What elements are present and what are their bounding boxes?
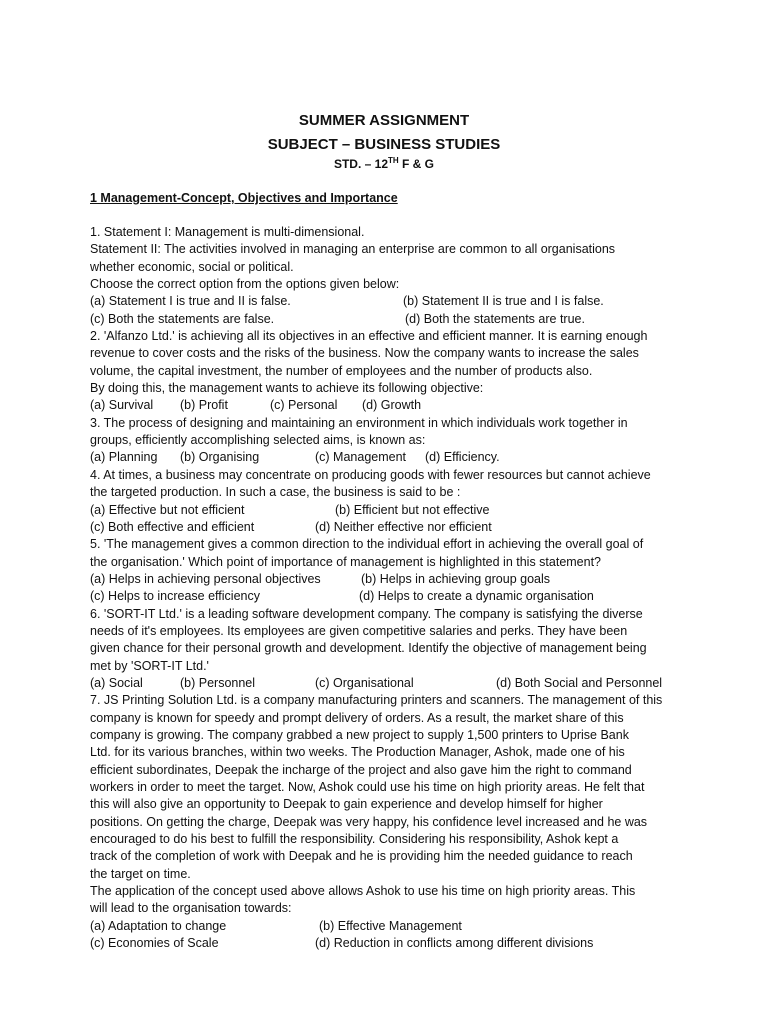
option-text: (c) Both the statements are false. xyxy=(90,311,275,326)
text-line xyxy=(90,710,690,727)
option-row xyxy=(90,571,690,588)
line-text: groups, efficiently accomplishing selected aims, is known as: xyxy=(90,433,426,448)
line-text: track of the completion of work with Deepak and he is providing him the needed guidance to reach xyxy=(90,849,633,864)
option-row xyxy=(90,397,690,414)
text-line xyxy=(90,432,690,449)
option-row xyxy=(90,293,690,310)
text-line xyxy=(90,259,690,276)
text-line xyxy=(90,727,690,744)
option-text: (a) Survival xyxy=(90,398,154,413)
option-text: (c) Both effective and efficient xyxy=(90,519,255,534)
standard-suffix: F & G xyxy=(398,157,435,171)
line-text: 1. Statement I: Management is multi-dimensional. xyxy=(90,225,365,239)
option-text: (b) Efficient but not effective xyxy=(335,502,490,517)
option-row xyxy=(90,588,690,605)
option-text: (b) Effective Management xyxy=(319,918,462,933)
option-text: (d) Both Social and Personnel xyxy=(496,675,663,690)
option-text: (a) Helps in achieving personal objectives xyxy=(90,571,321,586)
text-line xyxy=(90,623,690,640)
text-line xyxy=(90,380,690,397)
option-text: (a) Adaptation to change xyxy=(90,918,227,933)
text-line xyxy=(90,536,690,553)
text-line xyxy=(90,415,690,432)
line-text: whether economic, social or political. xyxy=(90,259,294,274)
standard-line xyxy=(0,156,768,171)
text-line xyxy=(90,467,690,484)
option-text: (b) Statement II is true and I is false. xyxy=(403,294,604,309)
line-text: encouraged to do his best to fulfill the responsibility. Considering his responsibility, Ashok kept a xyxy=(90,832,619,847)
option-text: (b) Personnel xyxy=(180,675,256,690)
option-text: (a) Statement I is true and II is false. xyxy=(90,294,291,309)
line-text: met by 'SORT-IT Ltd.' xyxy=(90,658,209,673)
line-text: 6. 'SORT-IT Ltd.' is a leading software development company. The company is satisfying the diverse xyxy=(90,606,643,621)
line-text: needs of it's employees. Its employees are given competitive salaries and perks. They have been xyxy=(90,623,628,638)
text-line xyxy=(90,484,690,501)
option-text: (a) Social xyxy=(90,675,143,690)
text-line xyxy=(90,241,690,258)
line-text: the organisation.' Which point of importance of management is highlighted in this statement? xyxy=(90,554,602,569)
text-line xyxy=(90,900,690,917)
option-text: (a) Planning xyxy=(90,450,158,465)
option-row xyxy=(90,449,690,466)
option-text: (d) Growth xyxy=(362,398,422,413)
section-title: 1 Management-Concept, Objectives and Importance xyxy=(90,191,398,205)
option-row xyxy=(90,935,690,952)
text-line xyxy=(90,883,690,900)
line-text: workers in order to meet the target. Now, Ashok could use his time on high priority areas. He felt that xyxy=(90,780,645,794)
standard-superscript: TH xyxy=(388,156,399,165)
option-text: (d) Neither effective nor efficient xyxy=(315,519,492,534)
text-line xyxy=(90,345,690,362)
text-line xyxy=(90,276,690,293)
text-line xyxy=(90,640,690,657)
text-line xyxy=(90,814,690,831)
line-text: 2. 'Alfanzo Ltd.' is achieving all its objectives in an effective and efficient manner. It is earning enough xyxy=(90,329,648,344)
line-text: 3. The process of designing and maintaining an environment in which individuals work together in xyxy=(90,415,628,430)
line-text: efficient subordinates, Deepak the incharge of the project and also gave him the right to command xyxy=(90,762,632,777)
line-text: 7. JS Printing Solution Ltd. is a company manufacturing printers and scanners. The management of this xyxy=(90,693,663,708)
line-text: company is growing. The company grabbed a new project to supply 1,500 printers to Uprise Bank xyxy=(90,727,629,742)
option-row xyxy=(90,675,690,692)
text-line xyxy=(90,744,690,761)
option-row xyxy=(90,519,690,536)
option-row xyxy=(90,502,690,519)
option-text: (d) Efficiency. xyxy=(425,450,500,465)
line-text: The application of the concept used above allows Ashok to use his time on high priority areas. This xyxy=(90,884,636,899)
line-text: 5. 'The management gives a common direction to the individual effort in achieving the overall goal of xyxy=(90,537,644,552)
option-text: (b) Organising xyxy=(180,450,260,465)
line-text: Choose the correct option from the options given below: xyxy=(90,277,400,292)
line-text: company is known for speedy and prompt delivery of orders. As a result, the market share of this xyxy=(90,710,624,725)
text-line xyxy=(90,779,690,796)
text-line xyxy=(90,692,690,709)
line-text: will lead to the organisation towards: xyxy=(90,901,292,916)
line-text: positions. On getting the charge, Deepak was very happy, his confidence level increased and he was xyxy=(90,814,648,829)
text-line xyxy=(90,762,690,779)
line-text: By doing this, the management wants to achieve its following objective: xyxy=(90,381,484,396)
option-text: (a) Effective but not efficient xyxy=(90,502,245,517)
text-line xyxy=(90,224,690,241)
option-text: (c) Management xyxy=(315,450,407,465)
subject-title: SUBJECT – BUSINESS STUDIES xyxy=(267,136,501,153)
line-text: given chance for their personal growth and development. Identify the objective of management being xyxy=(90,641,647,656)
text-line xyxy=(90,658,690,675)
option-text: (d) Reduction in conflicts among different divisions xyxy=(315,936,594,951)
text-line xyxy=(90,554,690,571)
text-line xyxy=(90,606,690,623)
option-text: (d) Helps to create a dynamic organisation xyxy=(359,589,594,604)
option-text: (d) Both the statements are true. xyxy=(405,311,585,326)
text-line xyxy=(90,796,690,813)
option-text: (c) Helps to increase efficiency xyxy=(90,589,260,604)
line-text: volume, the capital investment, the number of employees and the number of products also. xyxy=(90,363,593,378)
standard-prefix: STD. – 12 xyxy=(333,157,388,171)
option-text: (c) Economies of Scale xyxy=(90,936,219,951)
line-text: the target on time. xyxy=(90,866,191,881)
question-body xyxy=(90,224,690,952)
line-text: Ltd. for its various branches, within two weeks. The Production Manager, Ashok, made one of his xyxy=(90,745,625,760)
option-text: (b) Profit xyxy=(180,398,228,413)
text-line xyxy=(90,363,690,380)
text-line xyxy=(90,831,690,848)
text-line xyxy=(90,848,690,865)
option-text: (c) Personal xyxy=(270,398,338,413)
line-text: this will also give an opportunity to Deepak to gain experience and develop himself for higher xyxy=(90,797,603,812)
line-text: revenue to cover costs and the risks of the business. Now the company wants to increase the sales xyxy=(90,346,639,361)
option-row xyxy=(90,918,690,935)
text-line xyxy=(90,328,690,345)
line-text: Statement II: The activities involved in managing an enterprise are common to all organisations xyxy=(90,242,616,257)
option-row xyxy=(90,311,690,328)
assignment-title: SUMMER ASSIGNMENT xyxy=(298,112,470,129)
text-line xyxy=(90,866,690,883)
line-text: the targeted production. In such a case, the business is said to be : xyxy=(90,485,461,500)
option-text: (c) Organisational xyxy=(315,675,414,690)
option-text: (b) Helps in achieving group goals xyxy=(361,571,550,586)
line-text: 4. At times, a business may concentrate on producing goods with fewer resources but cannot achieve xyxy=(90,467,651,482)
